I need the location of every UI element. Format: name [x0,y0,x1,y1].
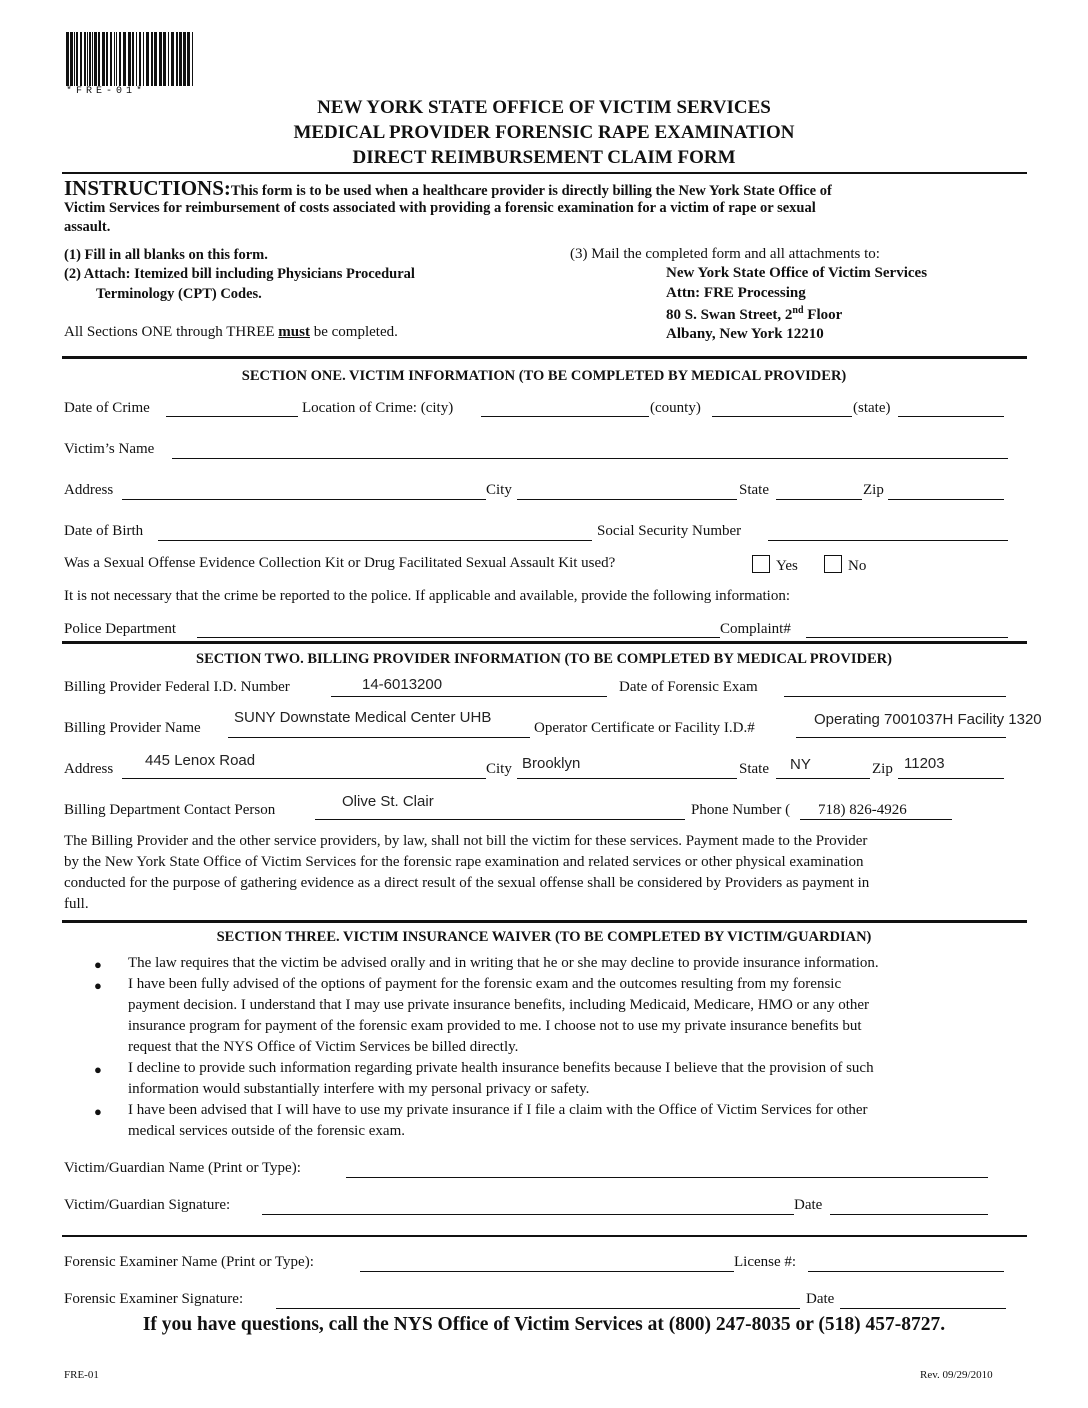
required-pre: All Sections ONE through THREE [64,324,279,340]
instruction-step-2a: (2) Attach: Itemized bill including Physicians Procedural [64,266,415,282]
kit-no-label: No [848,558,867,574]
provider-city-value[interactable]: Brooklyn [522,755,581,772]
provider-name-field[interactable] [228,737,530,738]
police-dept-field[interactable] [197,637,720,638]
contact-label: Billing Department Contact Person [64,802,276,818]
barcode-bar [119,32,121,86]
victim-zip-field[interactable] [888,499,1004,500]
instruction-step-3: (3) Mail the completed form and all attachments to: [570,246,880,262]
examiner-signature-field[interactable] [276,1308,800,1309]
billing-notice-3: conducted for the purpose of gathering evidence as a direct result of the sexual offense shall be considered by Providers as payment in [64,875,870,891]
mail-line-3-pre: 80 S. Swan Street, 2 [666,307,793,323]
instructions-text-1: This form is to be used when a healthcare provider is directly billing the New York State Office of [230,183,832,199]
provider-zip-value[interactable]: 11203 [904,755,945,772]
waiver-bullet-4-line-2: medical services outside of the forensic exam. [128,1123,405,1139]
section-three-title: SECTION THREE. VICTIM INSURANCE WAIVER (TO BE COMPLETED BY VICTIM/GUARDIAN) [216,929,872,945]
barcode-bar [139,32,141,86]
section-three-rule [62,920,1027,923]
provider-zip-label: Zip [872,761,893,777]
barcode-bar [192,32,193,86]
instructions-block [64,176,832,201]
waiver-bullet-3-line-2: information would substantially interfere with my personal privacy or safety. [128,1081,590,1097]
instructions-text-2: Victim Services for reimbursement of costs associated with providing a forensic examination for a victim of rape or sexual [64,200,816,216]
provider-zip-field[interactable] [898,778,1004,779]
mail-line-3-sup: nd [792,305,804,316]
barcode-bar [94,32,97,86]
barcode-bar [110,32,112,86]
waiver-bullet-2-line-3: insurance program for payment of the forensic exam provided to me. I choose not to use my private insurance benefits but [128,1018,862,1034]
provider-address-label: Address [64,761,114,777]
operator-label: Operator Certificate or Facility I.D.# [534,720,755,736]
barcode-image [66,32,196,86]
victim-city-field[interactable] [517,499,737,500]
instruction-step-1: (1) Fill in all blanks on this form. [64,247,268,263]
county-field[interactable] [712,416,852,417]
mail-line-2: Attn: FRE Processing [666,285,806,301]
police-dept-label: Police Department [64,621,177,637]
examiner-date-label: Date [806,1291,835,1307]
examiner-signature-label: Forensic Examiner Signature: [64,1291,244,1307]
victim-address-field[interactable] [122,499,486,500]
kit-yes-label: Yes [776,558,798,574]
guardian-name-label: Victim/Guardian Name (Print or Type): [64,1160,301,1176]
police-note: It is not necessary that the crime be reported to the police. If applicable and available, provide the following information: [64,588,790,604]
barcode-bar [176,32,178,86]
section-one-title: SECTION ONE. VICTIM INFORMATION (TO BE COMPLETED BY MEDICAL PROVIDER) [241,368,847,384]
barcode-bar [187,32,190,86]
examiner-name-label: Forensic Examiner Name (Print or Type): [64,1254,314,1270]
mail-line-3 [666,305,842,324]
provider-name-value[interactable]: SUNY Downstate Medical Center UHB [234,709,492,726]
waiver-bullet-2-line-2: payment decision. I understand that I may use private insurance benefits, including Medicaid, Medicare, HMO or any other [128,997,870,1013]
barcode-bar [154,32,157,86]
barcode-bar [76,32,78,86]
barcode-bar [146,32,149,86]
kit-yes-option[interactable] [752,555,798,575]
mail-line-4: Albany, New York 12210 [666,326,824,342]
guardian-signature-field[interactable] [262,1214,794,1215]
section-two-title: SECTION TWO. BILLING PROVIDER INFORMATION (TO BE COMPLETED BY MEDICAL PROVIDER) [196,651,892,667]
guardian-date-label: Date [794,1197,823,1213]
exam-date-label: Date of Forensic Exam [619,679,758,695]
bullet-marker-3: ● [94,1062,102,1077]
operator-field[interactable] [796,737,1006,738]
kit-question: Was a Sexual Offense Evidence Collection Kit or Drug Facilitated Sexual Assault Kit used? [64,555,616,571]
billing-notice-2: by the New York State Office of Victim Services for the forensic rape examination and related services or other physical examination [64,854,864,870]
billing-notice-1: The Billing Provider and the other service providers, by law, shall not bill the victim for these services. Payment made to the Provider [64,833,868,849]
barcode-bar [74,32,75,86]
provider-name-label: Billing Provider Name [64,720,201,736]
barcode-bar [168,32,169,86]
bullet-marker-2: ● [94,978,102,993]
revision-date: Rev. 09/29/2010 [920,1369,993,1381]
exam-date-field[interactable] [784,696,1006,697]
ssn-field[interactable] [768,540,1008,541]
instructions-heading: INSTRUCTIONS: [64,176,231,200]
examiner-date-field[interactable] [840,1308,1006,1309]
victim-state-field[interactable] [776,499,862,500]
victim-city-label: City [486,482,512,498]
bullet-marker-1: ● [94,957,102,972]
provider-address-value[interactable]: 445 Lenox Road [145,752,256,769]
victim-address-label: Address [64,482,114,498]
waiver-bullet-1: The law requires that the victim be advised orally and in writing that he or she may decline to provide insurance information. [128,955,879,971]
provider-state-label: State [739,761,769,777]
phone-field[interactable] [800,819,952,820]
victims-name-label: Victim’s Name [64,441,155,457]
barcode-bar [123,32,126,86]
examiner-rule [62,1235,1027,1237]
questions-contact: If you have questions, call the NYS Office of Victim Services at (800) 247-8035 or (518) 457-8727. [142,1314,946,1335]
victim-state-label: State [739,482,769,498]
barcode-bar [171,32,174,86]
license-label: License #: [734,1254,797,1270]
barcode-bar [80,32,82,86]
provider-state-field[interactable] [776,778,870,779]
state-paren-field[interactable] [898,416,1004,417]
bullet-marker-4: ● [94,1104,102,1119]
operator-value[interactable]: Operating 7001037H Facility 1320 [814,711,1042,728]
barcode-bar [151,32,153,86]
instruction-step-2b: Terminology (CPT) Codes. [96,286,262,302]
barcode-bar [136,32,137,86]
guardian-date-field[interactable] [830,1214,988,1215]
barcode-bar [106,32,108,86]
barcode-bar [84,32,86,86]
barcode-bar [92,32,93,86]
contact-field[interactable] [315,819,685,820]
instructions-text-3: assault. [64,219,111,235]
waiver-bullet-3-line-1: I decline to provide such information regarding private health insurance benefits because I believe that the provision of such [128,1060,874,1076]
barcode-bar [66,32,69,86]
barcode-bar [159,32,162,86]
kit-yes-checkbox[interactable] [752,555,770,573]
header-line-3: DIRECT REIMBURSEMENT CLAIM FORM [352,147,736,168]
waiver-bullet-4-line-1: I have been advised that I will have to use my private insurance if I file a claim with the Office of Victim Services for other [128,1102,868,1118]
examiner-name-field[interactable] [360,1271,734,1272]
provider-state-value[interactable]: NY [790,756,811,773]
barcode-bar [87,32,88,86]
required-post: be completed. [309,324,398,340]
location-city-field[interactable] [481,416,649,417]
date-of-crime-label: Date of Crime [64,400,150,416]
complaint-field[interactable] [806,637,1008,638]
complaint-label: Complaint# [720,621,791,637]
contact-value[interactable]: Olive St. Clair [342,793,434,810]
barcode-bar [89,32,91,86]
state-paren-label: (state) [853,400,891,416]
header-rule [62,172,1027,174]
section-two-rule [62,641,1027,644]
date-of-crime-field[interactable] [166,416,298,417]
phone-value[interactable]: 718) 826-4926 [818,802,907,818]
county-label: (county) [650,400,701,416]
barcode-bar [114,32,115,86]
fed-id-label: Billing Provider Federal I.D. Number [64,679,290,695]
barcode-bar [132,32,134,86]
dob-label: Date of Birth [64,523,144,539]
barcode-bar [179,32,182,86]
fed-id-value[interactable]: 14-6013200 [362,676,443,693]
barcode-bar [70,32,73,86]
victim-zip-label: Zip [863,482,884,498]
provider-city-label: City [486,761,512,777]
provider-city-field[interactable] [517,778,737,779]
fed-id-field[interactable] [331,696,607,697]
billing-notice-4: full. [64,896,89,912]
header-line-1: NEW YORK STATE OFFICE OF VICTIM SERVICES [317,97,771,118]
kit-no-option[interactable] [824,555,866,575]
required-must: must [278,324,310,340]
form-id: FRE-01 [64,1369,99,1381]
waiver-bullet-2-line-4: request that the NYS Office of Victim Services be billed directly. [128,1039,519,1055]
license-field[interactable] [808,1271,1004,1272]
guardian-signature-label: Victim/Guardian Signature: [64,1197,231,1213]
barcode-bar [128,32,131,86]
kit-no-checkbox[interactable] [824,555,842,573]
barcode-text: *FRE-01* [66,86,147,97]
provider-address-field[interactable] [122,778,486,779]
barcode-bar [183,32,186,86]
instruction-required [64,324,398,341]
mail-line-3-post: Floor [803,307,843,323]
location-city-label: Location of Crime: (city) [302,400,454,416]
section-one-rule [62,356,1027,359]
phone-label: Phone Number ( [691,802,791,818]
victims-name-field[interactable] [172,458,1008,459]
barcode-bar [143,32,144,86]
guardian-name-field[interactable] [346,1177,988,1178]
dob-field[interactable] [158,540,592,541]
header-line-2: MEDICAL PROVIDER FORENSIC RAPE EXAMINATION [293,122,795,143]
barcode-bar [163,32,166,86]
barcode-bar [116,32,117,86]
barcode-bar [98,32,100,86]
ssn-label: Social Security Number [597,523,742,539]
waiver-bullet-2-line-1: I have been fully advised of the options of payment for the forensic exam and the outcomes resulting from my forensic [128,976,842,992]
mail-line-1: New York State Office of Victim Services [666,265,928,281]
barcode-bar [102,32,105,86]
